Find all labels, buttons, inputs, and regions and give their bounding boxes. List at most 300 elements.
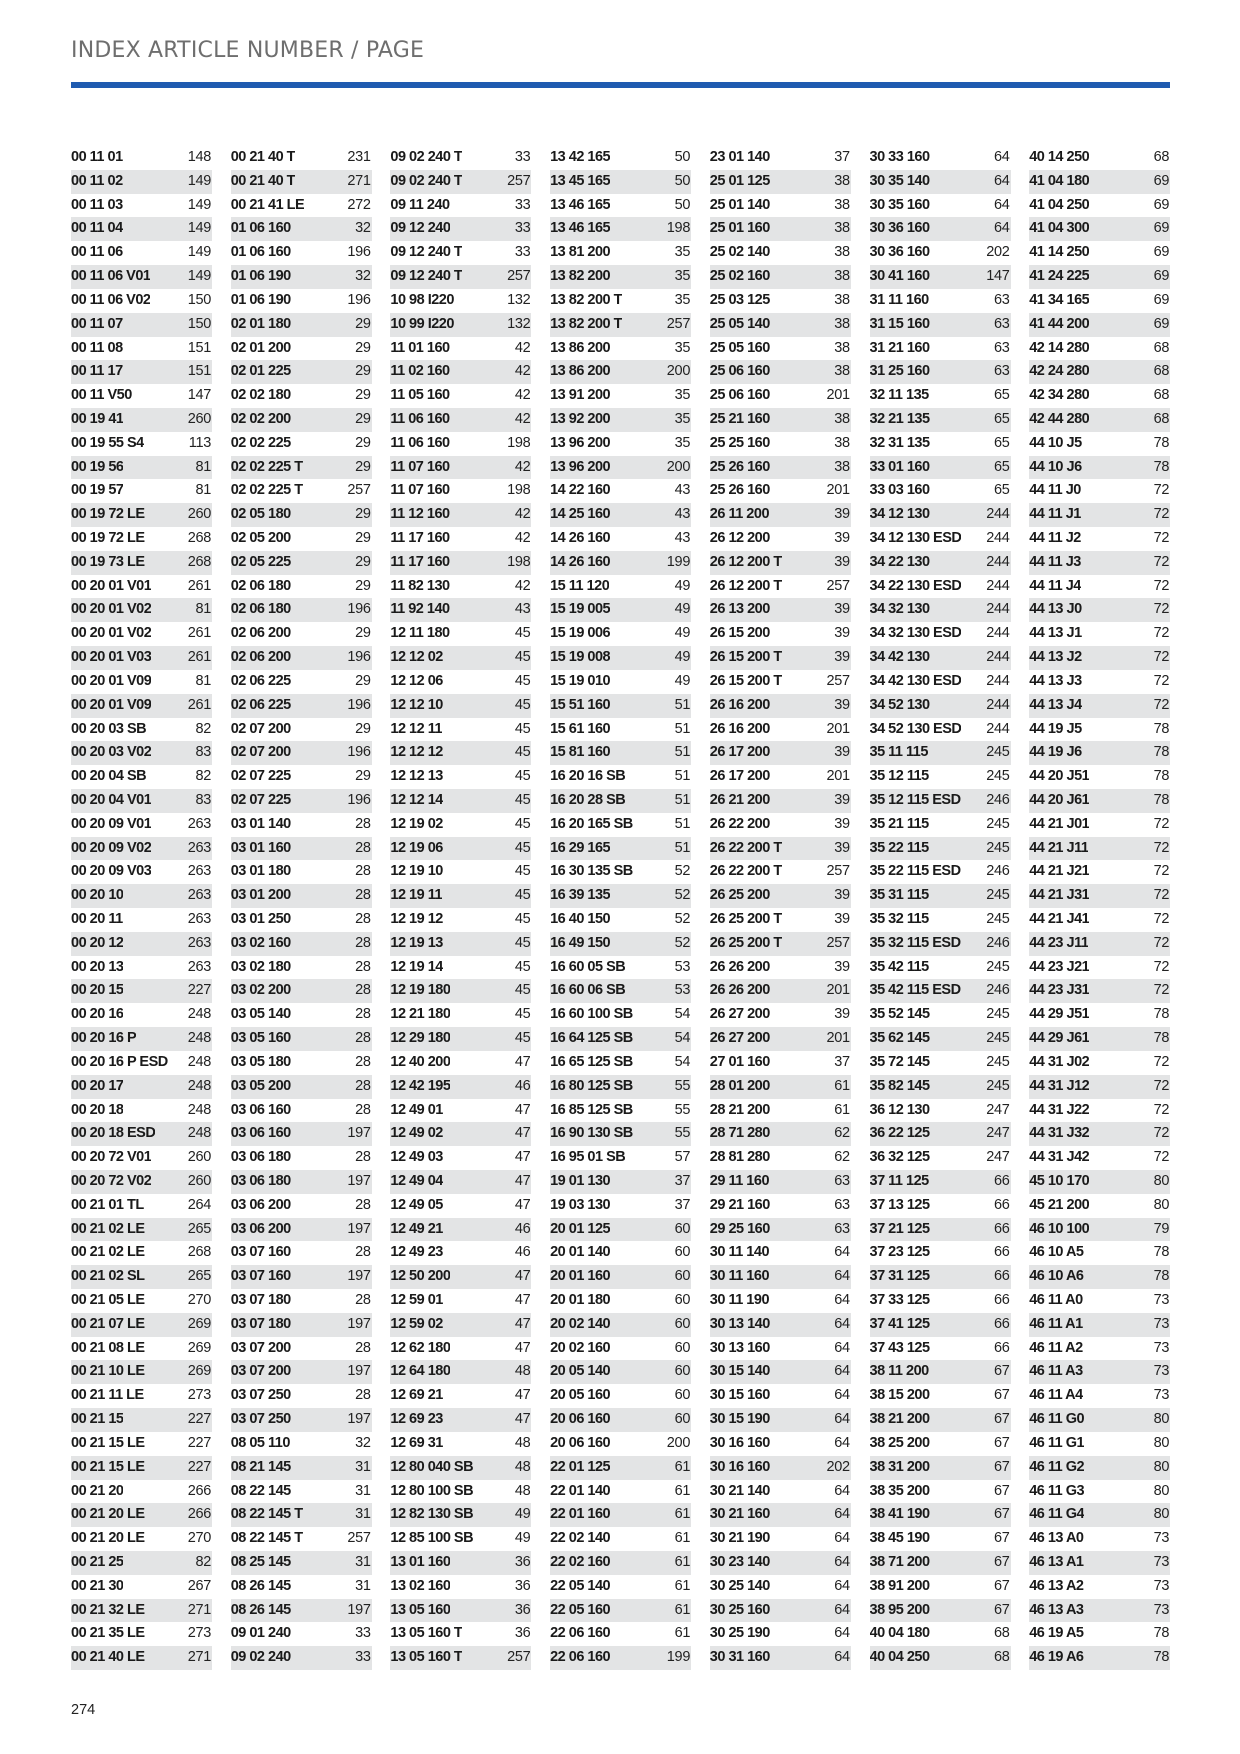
article-number: 20 05 160 [550, 1387, 611, 1404]
article-number: 46 11 A0 [1029, 1292, 1083, 1308]
article-number: 25 02 140 [709, 244, 770, 261]
article-number: 12 69 31 [390, 1434, 443, 1451]
page-reference: 29 [355, 768, 371, 785]
article-number: 30 33 160 [869, 149, 930, 165]
page-reference: 47 [514, 1411, 531, 1428]
page-reference: 65 [993, 458, 1010, 475]
page-reference: 200 [666, 458, 691, 475]
page-reference: 246 [986, 934, 1010, 951]
article-number: 00 21 05 LE [71, 1292, 145, 1308]
index-entry [870, 1265, 1011, 1289]
article-number: 08 25 145 [230, 1553, 291, 1570]
article-number: 03 01 250 [230, 911, 291, 927]
page-reference: 80 [1153, 1434, 1170, 1451]
page-reference: 149 [187, 196, 211, 213]
page-reference: 28 [355, 958, 371, 975]
index-entry [231, 932, 372, 956]
index-entry [231, 1599, 372, 1623]
page-reference: 72 [1153, 672, 1170, 689]
page-reference: 64 [993, 196, 1010, 213]
article-number: 35 32 115 ESD [869, 934, 961, 951]
index-entry [71, 1599, 212, 1623]
index-entry [870, 479, 1011, 503]
article-number: 38 45 190 [869, 1530, 930, 1547]
page-reference: 66 [993, 1196, 1010, 1213]
page-reference: 67 [993, 1577, 1010, 1594]
index-entry [390, 432, 531, 456]
page-reference: 266 [187, 1482, 211, 1499]
article-number: 35 62 145 [869, 1030, 930, 1047]
page-reference: 263 [187, 815, 211, 832]
page-reference: 73 [1153, 1315, 1170, 1332]
article-number: 03 07 180 [230, 1292, 291, 1308]
index-entry [71, 1622, 212, 1646]
page-reference: 64 [834, 1506, 850, 1523]
index-entry [71, 1122, 212, 1146]
page-reference: 39 [834, 530, 850, 546]
page-reference: 64 [834, 1530, 850, 1547]
article-number: 36 22 125 [869, 1125, 930, 1142]
index-entry [870, 1170, 1011, 1194]
article-number: 35 72 145 [869, 1053, 930, 1070]
article-number: 28 81 280 [709, 1149, 770, 1166]
article-number: 13 82 200 T [550, 291, 622, 308]
article-number: 12 64 180 [390, 1363, 451, 1380]
index-entry [71, 479, 212, 503]
page-reference: 38 [834, 315, 850, 332]
index-entry [231, 884, 372, 908]
article-number: 25 06 160 [709, 363, 770, 380]
index-entry [1029, 360, 1170, 384]
article-number: 44 10 J6 [1029, 458, 1082, 475]
index-entry [1029, 670, 1170, 694]
index-entry [1029, 479, 1170, 503]
article-number: 32 31 135 [869, 434, 930, 451]
index-entry [870, 1384, 1011, 1408]
page-reference: 245 [986, 839, 1010, 856]
article-number: 23 01 140 [709, 149, 770, 165]
index-entry [870, 1146, 1011, 1170]
page-reference: 197 [347, 1172, 371, 1189]
page-reference: 31 [355, 1506, 371, 1523]
index-entry [550, 741, 691, 765]
article-number: 11 92 140 [390, 601, 450, 618]
article-number: 00 19 56 [71, 458, 124, 475]
index-entry [71, 1075, 212, 1099]
article-number: 42 34 280 [1029, 387, 1090, 404]
index-entry [550, 598, 691, 622]
article-number: 22 02 160 [550, 1553, 611, 1570]
page-reference: 198 [666, 220, 691, 237]
article-number: 14 22 160 [550, 482, 611, 499]
page-reference: 68 [1153, 363, 1170, 380]
index-entry [870, 622, 1011, 646]
article-number: 38 95 200 [869, 1601, 930, 1618]
article-number: 03 01 200 [230, 887, 291, 904]
index-entry [710, 503, 851, 527]
article-number: 00 21 40 LE [71, 1649, 145, 1666]
page-reference: 42 [514, 410, 531, 427]
page-reference: 72 [1153, 815, 1170, 832]
article-number: 25 02 160 [709, 268, 770, 285]
index-entry [870, 408, 1011, 432]
article-number: 26 26 200 [709, 958, 770, 975]
article-number: 00 21 02 SL [71, 1268, 145, 1285]
page-reference: 260 [187, 410, 211, 427]
page-reference: 45 [514, 982, 531, 999]
index-entry [71, 860, 212, 884]
article-number: 02 02 200 [230, 410, 291, 427]
index-entry [390, 479, 531, 503]
page-reference: 150 [187, 291, 211, 308]
index-entry [71, 194, 212, 218]
index-entry [870, 598, 1011, 622]
article-number: 13 92 200 [550, 410, 611, 427]
page-reference: 67 [993, 1530, 1010, 1547]
page-reference: 196 [347, 744, 371, 761]
page-reference: 31 [355, 1458, 371, 1475]
index-entry [710, 384, 851, 408]
article-number: 30 31 160 [709, 1649, 770, 1666]
page-reference: 81 [195, 601, 211, 618]
index-entry [1029, 337, 1170, 361]
page-reference: 245 [986, 1077, 1010, 1094]
article-number: 01 06 160 [230, 220, 291, 237]
article-number: 30 35 140 [869, 172, 930, 189]
index-entry [870, 503, 1011, 527]
page-reference: 151 [187, 339, 211, 356]
index-entry [1029, 741, 1170, 765]
index-entry [1029, 694, 1170, 718]
article-number: 41 14 250 [1029, 244, 1090, 261]
index-entry [710, 551, 851, 575]
page-reference: 64 [834, 1244, 850, 1261]
page-reference: 197 [347, 1363, 371, 1380]
page-reference: 48 [514, 1434, 531, 1451]
page-reference: 261 [187, 696, 211, 713]
page-reference: 201 [826, 1030, 850, 1047]
page-reference: 45 [514, 934, 531, 951]
page-reference: 39 [834, 553, 850, 570]
page-reference: 67 [993, 1363, 1010, 1380]
page-reference: 61 [674, 1482, 691, 1499]
index-entry [1029, 1099, 1170, 1123]
article-number: 34 42 130 [869, 649, 930, 666]
index-entry [71, 313, 212, 337]
article-number: 25 01 140 [709, 196, 770, 213]
index-entry [390, 1480, 531, 1504]
index-entry [231, 575, 372, 599]
article-number: 42 44 280 [1029, 410, 1090, 427]
article-number: 35 42 115 [869, 958, 929, 975]
article-number: 11 02 160 [390, 363, 450, 380]
article-number: 44 31 J32 [1029, 1125, 1090, 1142]
page-reference: 64 [834, 1553, 850, 1570]
page-reference: 47 [514, 1196, 531, 1213]
article-number: 08 22 145 T [230, 1506, 303, 1523]
article-number: 37 13 125 [869, 1196, 930, 1213]
article-number: 36 32 125 [869, 1149, 930, 1166]
index-entry [550, 575, 691, 599]
page-reference: 246 [986, 982, 1010, 999]
index-entry [231, 1408, 372, 1432]
index-entry [710, 479, 851, 503]
page-reference: 82 [195, 768, 211, 785]
page-reference: 248 [187, 1030, 211, 1047]
page-reference: 73 [1153, 1577, 1170, 1594]
article-number: 00 20 04 SB [71, 768, 147, 785]
index-entry [1029, 503, 1170, 527]
index-entry [1029, 456, 1170, 480]
index-entry [1029, 1218, 1170, 1242]
page-reference: 66 [993, 1292, 1010, 1308]
article-number: 34 42 130 ESD [869, 672, 962, 689]
article-number: 00 11 17 [71, 363, 123, 380]
page-reference: 45 [514, 768, 531, 785]
page-reference: 45 [514, 791, 531, 808]
article-number: 46 11 G1 [1029, 1434, 1085, 1451]
page-reference: 48 [514, 1458, 531, 1475]
index-entry [550, 1599, 691, 1623]
index-entry [390, 789, 531, 813]
page-reference: 73 [1153, 1553, 1170, 1570]
page-reference: 270 [187, 1530, 211, 1547]
index-entry [710, 718, 851, 742]
article-number: 12 49 05 [390, 1196, 443, 1213]
index-entry [710, 313, 851, 337]
page-reference: 54 [674, 1053, 691, 1070]
article-number: 44 11 J4 [1029, 577, 1081, 594]
index-entry [870, 1003, 1011, 1027]
article-number: 30 36 160 [869, 244, 930, 261]
page-reference: 72 [1153, 958, 1170, 975]
article-number: 30 21 160 [709, 1506, 770, 1523]
index-entry [1029, 1313, 1170, 1337]
index-entry [550, 265, 691, 289]
page-reference: 72 [1153, 696, 1170, 713]
article-number: 01 06 190 [230, 291, 291, 308]
article-number: 11 06 160 [390, 434, 450, 451]
index-entry [550, 622, 691, 646]
index-entry [231, 860, 372, 884]
page-reference: 72 [1153, 649, 1170, 666]
index-entry [870, 932, 1011, 956]
article-number: 41 34 165 [1029, 291, 1090, 308]
page-reference: 72 [1153, 1125, 1170, 1142]
index-entry [71, 1027, 212, 1051]
index-entry [231, 694, 372, 718]
index-entry [231, 765, 372, 789]
index-entry [390, 598, 531, 622]
index-entry [870, 1432, 1011, 1456]
page-reference: 42 [514, 387, 531, 404]
page-reference: 245 [986, 744, 1010, 761]
page-reference: 68 [1153, 387, 1170, 404]
index-entry [71, 1099, 212, 1123]
page-reference: 257 [826, 863, 850, 880]
page-reference: 28 [355, 1101, 371, 1118]
index-entry [870, 956, 1011, 980]
page-reference: 257 [826, 577, 850, 594]
index-entry [231, 337, 372, 361]
page-reference: 80 [1153, 1196, 1170, 1213]
page-reference: 69 [1153, 244, 1170, 261]
page-reference: 60 [674, 1220, 691, 1237]
index-entry [231, 1170, 372, 1194]
index-entry [550, 1360, 691, 1384]
page-reference: 200 [666, 363, 691, 380]
article-number: 03 02 200 [230, 982, 291, 999]
article-number: 44 19 J6 [1029, 744, 1082, 761]
index-entry [71, 908, 212, 932]
page-reference: 73 [1153, 1363, 1170, 1380]
page-reference: 47 [514, 1172, 531, 1189]
page-reference: 67 [993, 1482, 1010, 1499]
article-number: 33 03 160 [869, 482, 930, 499]
article-number: 00 21 35 LE [71, 1625, 145, 1642]
article-number: 44 21 J01 [1029, 815, 1090, 832]
page-reference: 244 [986, 601, 1010, 618]
index-entry [390, 1337, 531, 1361]
page-reference: 38 [834, 410, 850, 427]
index-entry [390, 1170, 531, 1194]
page-reference: 45 [514, 839, 531, 856]
index-entry [390, 1360, 531, 1384]
page-reference: 197 [347, 1125, 371, 1142]
article-number: 12 19 10 [390, 863, 443, 880]
page-reference: 38 [834, 434, 850, 451]
article-number: 11 07 160 [390, 482, 450, 499]
index-entry [710, 670, 851, 694]
index-entry [390, 837, 531, 861]
article-number: 16 60 06 SB [550, 982, 626, 999]
article-number: 00 11 06 V02 [71, 291, 151, 308]
page-reference: 245 [986, 1006, 1010, 1023]
article-number: 26 26 200 [709, 982, 770, 999]
index-entry [870, 694, 1011, 718]
article-number: 46 11 G0 [1029, 1411, 1085, 1428]
article-number: 03 07 200 [230, 1339, 291, 1356]
page-reference: 64 [834, 1387, 850, 1404]
page-reference: 66 [993, 1172, 1010, 1189]
article-number: 38 35 200 [869, 1482, 930, 1499]
index-entry [1029, 1622, 1170, 1646]
page-reference: 62 [834, 1149, 850, 1166]
article-number: 03 06 160 [230, 1125, 291, 1142]
page-reference: 67 [993, 1601, 1010, 1618]
page-reference: 47 [514, 1149, 531, 1166]
page-reference: 39 [834, 649, 850, 666]
article-number: 00 20 72 V02 [71, 1172, 152, 1189]
index-entry [710, 765, 851, 789]
page-reference: 82 [195, 1553, 211, 1570]
page-reference: 151 [187, 363, 211, 380]
page-reference: 72 [1153, 1053, 1170, 1070]
page-reference: 244 [986, 625, 1010, 642]
article-number: 40 04 180 [869, 1625, 930, 1642]
index-entry [1029, 979, 1170, 1003]
index-entry [1029, 1337, 1170, 1361]
article-number: 45 21 200 [1029, 1196, 1090, 1213]
index-entry [870, 313, 1011, 337]
index-entry [550, 1146, 691, 1170]
index-entry [231, 979, 372, 1003]
article-number: 16 20 16 SB [550, 768, 626, 785]
article-number: 35 52 145 [869, 1006, 930, 1023]
index-entry [870, 1194, 1011, 1218]
article-number: 25 05 140 [709, 315, 770, 332]
page-reference: 201 [826, 720, 850, 737]
article-number: 10 98 I220 [390, 291, 454, 308]
index-entry [71, 360, 212, 384]
index-entry [710, 646, 851, 670]
article-number: 02 02 225 [230, 434, 291, 451]
index-entry [71, 337, 212, 361]
index-entry [550, 718, 691, 742]
page-reference: 60 [674, 1244, 691, 1261]
article-number: 00 21 20 LE [71, 1506, 145, 1523]
index-entry [71, 1170, 212, 1194]
index-entry [71, 1551, 212, 1575]
index-entry [710, 1146, 851, 1170]
article-number: 12 12 10 [390, 696, 443, 713]
article-number: 34 12 130 ESD [869, 530, 962, 546]
article-number: 09 12 240 T [390, 244, 463, 261]
index-entry [710, 694, 851, 718]
index-entry [710, 408, 851, 432]
article-number: 12 12 11 [390, 720, 443, 737]
index-entry [710, 194, 851, 218]
index-entry [231, 837, 372, 861]
article-number: 12 80 100 SB [390, 1482, 474, 1499]
page-reference: 47 [514, 1339, 531, 1356]
page-reference: 29 [355, 720, 371, 737]
index-entry [550, 908, 691, 932]
article-number: 30 23 140 [709, 1553, 770, 1570]
index-entry [1029, 1646, 1170, 1670]
page-reference: 35 [674, 387, 691, 404]
index-entry [231, 1575, 372, 1599]
index-entry [390, 1218, 531, 1242]
index-entry [870, 765, 1011, 789]
page-reference: 244 [986, 649, 1010, 666]
index-entry [710, 217, 851, 241]
page-reference: 46 [514, 1244, 531, 1261]
index-entry [71, 384, 212, 408]
article-number: 00 20 09 V02 [71, 839, 152, 856]
index-entry [870, 1622, 1011, 1646]
article-number: 13 42 165 [550, 149, 611, 165]
article-number: 25 03 125 [709, 291, 770, 308]
index-entry [390, 1575, 531, 1599]
article-number: 16 49 150 [550, 934, 611, 951]
article-number: 25 06 160 [709, 387, 770, 404]
page-reference: 51 [674, 815, 691, 832]
page-reference: 37 [674, 1196, 691, 1213]
page-reference: 49 [674, 601, 691, 618]
index-entry [710, 1289, 851, 1313]
page-reference: 78 [1153, 744, 1170, 761]
index-entry [870, 1527, 1011, 1551]
index-entry [870, 337, 1011, 361]
page-reference: 80 [1153, 1482, 1170, 1499]
page-reference: 60 [674, 1315, 691, 1332]
article-number: 02 07 225 [230, 791, 291, 808]
index-entry [390, 1313, 531, 1337]
article-number: 46 13 A0 [1029, 1530, 1084, 1547]
index-entry [71, 1408, 212, 1432]
article-number: 03 07 250 [230, 1387, 291, 1404]
